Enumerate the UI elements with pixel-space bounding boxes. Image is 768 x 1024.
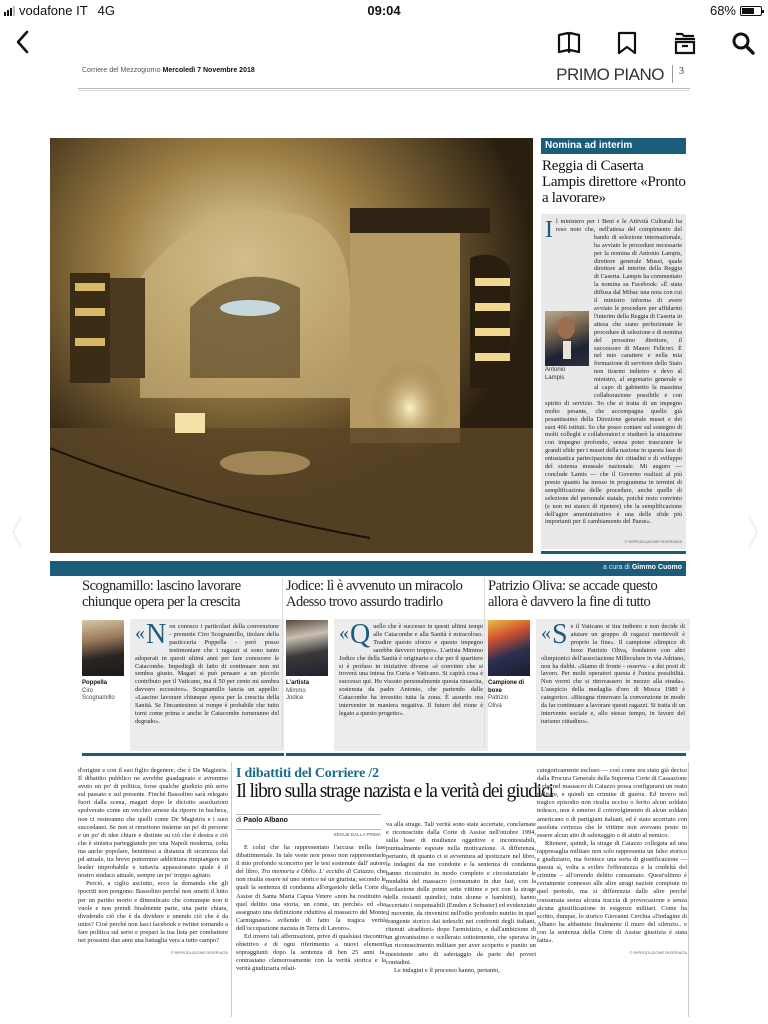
- divider: [78, 90, 690, 91]
- archive-button[interactable]: [672, 30, 698, 56]
- bookmark-icon: [614, 30, 640, 56]
- paragraph: Le indagini e il processo hanno, pertanto,: [394, 966, 500, 974]
- quote-mark: «: [135, 622, 145, 644]
- caption-title: Campione di boxe: [488, 680, 525, 694]
- divider: [236, 829, 381, 830]
- caption-line: Ciro: [82, 687, 94, 694]
- nomina-article[interactable]: [541, 214, 686, 549]
- quote-text: uello che è successo in questi ultimi tempi alle Catacombe e alla Sanità è miracoloso. Tradire questo sforzo e questo impegno sarebbe davvero troppo». L'artista Mimmo Jodice che della Sanità è originario e che per il quartiere si è profuso in iniziative diverse «è convinto che si troverà una intesa fra Curia e Vaticano. Si capirà cosa è successo qui. Ho vissuto personalmente questa rinascita, sostenuta da padre Antonio, che partendo dalle Catacombe ha investito tutta la zona. È assurdo ora intervenire in maniera negativa. Il futuro del rione è legato a questo progetto».: [339, 623, 483, 717]
- caption-line: Scognamillo: [82, 695, 115, 701]
- quote-mark: «: [541, 622, 551, 644]
- photo-caption: [488, 680, 532, 710]
- search-icon: [730, 30, 756, 56]
- nomina-tag: Nomina ad interim: [541, 138, 686, 154]
- copyright-notice: © RIPRODUZIONE RISERVATA: [624, 539, 682, 545]
- caption-title: Poppella: [82, 680, 108, 686]
- divider: [541, 551, 686, 554]
- quote-box: [536, 619, 690, 751]
- back-button[interactable]: [10, 28, 36, 56]
- status-right: [710, 3, 762, 18]
- divider: [484, 578, 485, 748]
- paragraph: Ritenere, quindi, la strage di Caiazzo collegata ad una rappresaglia militare non solo rappresenta un falso storico e giudiziario, ma fornisce una sorta di giustificazione — questa sì, volta a svilire l'efferatezza e la crudeltà del crimine – all'orrendo delitto consumato. Quest'ultimo è certamente connesso alle altre stragi naziste compiute in quel periodo, ma si differenzia dalle altre perché consumata senza alcuna traccia di provocazione e senza alcuna giustificazione in esigenze militari. Come ha scritto, dunque, lo storico Giovanni Cerchia «l'indagine di Albano ha abbattuto finalmente il muro del silenzio.. e con la sentenza della Corte di Assise giustizia è stata fatta».: [537, 839, 687, 944]
- interview-column[interactable]: [488, 578, 690, 748]
- bookmark-button[interactable]: [614, 30, 640, 56]
- reader-toolbar: [0, 24, 768, 60]
- battery-percent: 68%: [709, 3, 736, 18]
- caption-line: Lampis: [545, 375, 565, 381]
- credit-prefix: a cura di: [603, 564, 630, 571]
- article-kicker: I dibattiti del Corriere /2: [236, 766, 379, 781]
- credit-name: Gimmo Cuomo: [631, 564, 682, 571]
- byline-prefix: di: [236, 817, 242, 824]
- photo-caption: [82, 680, 126, 703]
- byline: [236, 817, 288, 824]
- dropcap: I: [545, 217, 553, 243]
- quote-text: on conosco i particolari della convenzione - premette Ciro Scognamillo, titolare della pasticceria Poppella - però posso testimoniare che i ragazzi si sono tanto adoperati in questi ultimi anni per fare conoscere le Catacombe. Impedirgli di fatto di continuare non mi sembra giusto. Magari si può pensare a un piccolo contributo per il Vaticano, ma il 50 per cento mi sembra davvero eccessivo». Scognamillo lancia un appello: «Lascino lavorare chiunque opera per la crescita della Sanità. Se l'incantesimo si rompe è probabile che tutto torni come prima e anche le Catacombe torneranno del degrado».: [135, 623, 279, 725]
- page-number: 3: [679, 66, 684, 77]
- paragraph: Ed invero tali affermazioni, prive di qualsiasi riscontro obiettivo e di ogni riferimento a nuovi elementi sopraggiunti dopo la sentenza di ben 25 anni fa, contrastano clamorosamente con la verità storica e la verità giudiziaria relati-: [236, 933, 386, 973]
- next-page-arrow[interactable]: [746, 512, 760, 552]
- column-headline: Scognamillo: lascino lavorare chiunque opera per la crescita: [82, 578, 241, 610]
- copyright-notice: © RIPRODUZIONE RISERVATA: [170, 950, 228, 956]
- archive-folder-icon: [672, 30, 698, 56]
- quote-text: e il Vaticano si tira indietro e non decide di aiutare un gruppo di ragazzi meritevoli è proprio la fine». Il campione olimpico di boxe Patrizio Oliva, fondatore con altri olimpionici dell'associazione Milleculure in via Adriano, non ha dubbi. «Siamo di fronte - osserva - a dei posti di lavoro. Per molti operatori questa è l'unica possibilità. Non vorrei che si ritrovassero in mezzo alla strada». L'auspicio della medaglia d'oro di Mosca 1980 è categorico. «Bisogna rinnovare la convenzione in modo da far continuare a lavorare questi ragazzi. Si tratta di un intervento sociale e, allo stesso tempo, in favore del turismo cittadino».: [541, 623, 685, 725]
- column-headline: Patrizio Oliva: se accade questo allora è davvero la fine di tutto: [488, 578, 658, 610]
- divider: [688, 762, 689, 1017]
- divider: [488, 753, 686, 756]
- article-column: [386, 821, 536, 975]
- newspaper-name: Corriere del Mezzogiorno: [82, 67, 161, 74]
- previous-page-arrow[interactable]: [10, 512, 24, 552]
- nomina-headline[interactable]: Reggia di Caserta Lampis direttore «Pronto a lavorare»: [542, 158, 686, 206]
- copyright-notice: © RIPRODUZIONE RISERVATA: [629, 950, 687, 956]
- paragraph: categoricamente escluso — così come era stato già deciso dalla Procura Generale della Suprema Corte di Cassazione – che nel massacro di Caiazzo possa configurarsi un reato militare, e quindi un crimine di guerra. Ed invero nel tragico episodio non risulta ucciso o ferito alcun soldato tedesco, non è emerso il coinvolgimento di alcun soldato americano o di partigiani italiani, ed è stato accertato con assoluta certezza che le vittime non avevano posto in essere alcun atto di sabotaggio o di aiuto al nemico.: [537, 767, 687, 839]
- catacombs-photo: [50, 138, 533, 553]
- caption-line: Antonio: [545, 367, 566, 373]
- divider: [78, 88, 690, 89]
- article-body: l ministero per i Beni e le Attività Culturali ha reso noto che, nell'attesa del compimento del bando di selezione internazionale, ha avviato le procedure necessarie per la nomina di Antonio Lampis, direttore generale Musei, quale direttore ad interim della Reggia di Caserta. Lampis ha commentato la nomina su Facebook: «È stata diffusa dal Mibac una nota con cui il ministro informa di avere avviato le procedure per affidarmi l'interim della Reggia di Caserta in attesa che siano perfezionate le procedure di selezione e di nomina del prossimo direttore, il successore di Mauro Felicori. È nel mio carattere e nella mia formazione di servitore dello Stato non tirarmi indietro e devo al ministro, al segretario generale e al capo di gabinetto la massima collaborazione possibile e con spirito di servizio. So che si tratta di un impegno molto pesante, che accompagna quello già pesantissimo della Direzione generale musei e dei suoi 466 istituti. So che posso contare sul sostegno di molti colleghi e collaboratori e studierò la situazione con impegno profondo, senza poter trascurare le grandi sfide per i musei della nazione in questa fase di entusiastica partecipazione dei cittadini e di sviluppo del sistema museale nazionale. Mi auguro — conclude Lamis — che il Governo realizzi al più presto quanto ha messo in programma in termini di semplificazione delle procedure, anche quelle di selezione del personale statale, poiché resto convinto (e non mi stanco di ripetere) che la semplificazione dell'agire amministrativo è una delle sfide più importanti per il cambiamento del Paese».: [545, 218, 682, 526]
- text-run: E colui che ha rappresentato l'accusa nella fase dibattimentale. In tale veste non posso non rappresentarle il mio profondo sconcerto per le tesi sostenute dall' autore del libro,: [236, 844, 386, 876]
- battery-icon: [740, 6, 762, 16]
- article-column: [537, 767, 687, 957]
- divider: [231, 762, 232, 1017]
- caption-line: Mimmo: [286, 687, 306, 694]
- column-headline: Jodice: lì è avvenuto un miracolo Adesso trovo assurdo tradirlo: [286, 578, 463, 610]
- status-bar: [0, 0, 768, 22]
- dropcap: Q: [350, 619, 371, 650]
- masthead: [82, 67, 255, 74]
- divider: [82, 753, 284, 756]
- open-book-icon: [556, 30, 582, 56]
- section-name: PRIMO PIANO: [556, 65, 664, 84]
- divider: [286, 753, 488, 756]
- editorial-continuation[interactable]: [78, 767, 228, 957]
- carrier-name: vodafone IT: [19, 3, 88, 18]
- oliva-portrait: [488, 620, 530, 676]
- paragraph: va alla strage. Tali verità sono state accertate, conclamate e riconosciute dalla Corte di Assise nell'ottobre 1994, sulla base di risultanze oggettive e incontestabili, puntualmente esposte nella motivazione. A differenza, pertanto, di quanto ci si avventura ad ipotizzare nel libro, le indagini da me condotte e la sentenza di condanna hanno ricostruito in modo completo e circostanziato le modalità del massacro (consumato in due fasi, con la fucilazione delle prime sette vittime e poi con la strage delle restanti quindici, tutte donne e bambini), hanno accertato i responsabili (Emden e Schuster) ed evidenziato il movente, da rinvenirsi nell'odio profondo nutrito in quel frangente storico dai tedeschi nei confronti degli italiani, ritenuti «traditori» dopo l'armistizio, e dall'ambizione di un giovanissimo e scellerato sottotenente, che sperava in un riconoscimento militare per aver scoperto e punito un inesistente atto di sabotaggio da parte dei poveri contadini.: [386, 821, 536, 966]
- photo-caption: [545, 366, 589, 392]
- quote-box: [130, 619, 284, 751]
- divider: [672, 65, 673, 83]
- interview-column[interactable]: [286, 578, 488, 748]
- dropcap: N: [146, 619, 167, 650]
- continued-label: SEGUE DALLA PRIMA: [333, 832, 381, 837]
- article-headline[interactable]: Il libro sulla strage nazista e la verità dei giudici: [236, 781, 553, 802]
- clock: 09:04: [367, 3, 401, 18]
- caption-line: Jodice: [286, 695, 304, 701]
- newspaper-page[interactable]: [78, 62, 690, 1022]
- dropcap: S: [552, 619, 568, 650]
- chevron-right-icon: [746, 512, 760, 552]
- interview-column[interactable]: [82, 578, 284, 748]
- issue-date: Mercoledì 7 Novembre 2018: [162, 67, 255, 74]
- paragraph: d'origine e con il suo figlio degenere, che è De Magistris. Il dibattito pubblico ne avrebbe guadagnato e avremmo avuto un po' di politica, forse qualche giudizio più serio sul passato e sul presente. Finché Bassolino sarà relegato fuori dalla scena, magari dopo le diciotto assoluzioni spolverato come un vecchio arnese da riporre in bacheca, non ci resteranno che quelli come De Magistris e i suoi succedanei. Se non si rimettono insieme un po' di persone e un po' di idee chiare e distinte su ciò che è destra e ciò che è sinistra parteggiando per una Napoli moderna, colta ma anche popolare, beninteso a distanza di sicurezza dal pd attuale, tra breve potremmo addirittura rimpiangere un leader improbabile e tuttavia appassionato quale è il nostro sindaco attuale, sempre un po' troppo agitato.: [78, 767, 228, 880]
- network-type: 4G: [97, 3, 115, 18]
- editor-credit: [603, 564, 682, 571]
- caption-line: Patrizio: [488, 695, 509, 701]
- search-button[interactable]: [730, 30, 756, 56]
- section-band: [50, 561, 686, 576]
- paragraph: Perciò, a ciglio asciutto, ecco la domanda che gli ipocriti non pongono: Bassolino perché non smetti il lutto per un partito morto e dimenticato che comunque non ti vuole e non prendi finalmente parte, una parte chiara, dividendo ciò che è da dividere e unendo ciò che è da unire? Cioè perché non lasci facebook e twitter tornando a fare politica sul serio e prepari la tua lista per combattere nei prossimi due anni una battaglia vera a tutto campo?: [78, 880, 228, 944]
- text-run: , che non risulta essere né uno storico né un giurista, secondo le quali la sentenza di condanna all'ergastolo della Corte di Assise di Santa Maria Capua Vetere «non ha restituito a quel delitto una storia, un come, un perché» ed «ha assegnato una definizione riduttiva al massacro del Monte Carmignano» svilendo di fatto la tragica verità dell'occupazione nazista in Terra di Lavoro».: [236, 868, 387, 932]
- photo-caption: [286, 680, 330, 703]
- quote-mark: «: [339, 622, 349, 644]
- scognamillo-portrait: [82, 620, 124, 676]
- article-column: [236, 844, 386, 974]
- caption-title: L'artista: [286, 680, 310, 686]
- lampis-portrait: [545, 311, 589, 366]
- chevron-left-icon: [10, 512, 24, 552]
- divider: [282, 578, 283, 748]
- author-name: Paolo Albano: [243, 817, 288, 824]
- book-title: Tra memoria e Oblio. L' eccidio di Caiazzo: [261, 868, 374, 876]
- divider: [236, 814, 381, 815]
- paragraph: [236, 844, 386, 933]
- caption-line: Oliva: [488, 702, 502, 709]
- pages-button[interactable]: [556, 30, 582, 56]
- jodice-portrait: [286, 620, 328, 676]
- chevron-left-icon: [10, 28, 36, 56]
- quote-box: [334, 619, 488, 751]
